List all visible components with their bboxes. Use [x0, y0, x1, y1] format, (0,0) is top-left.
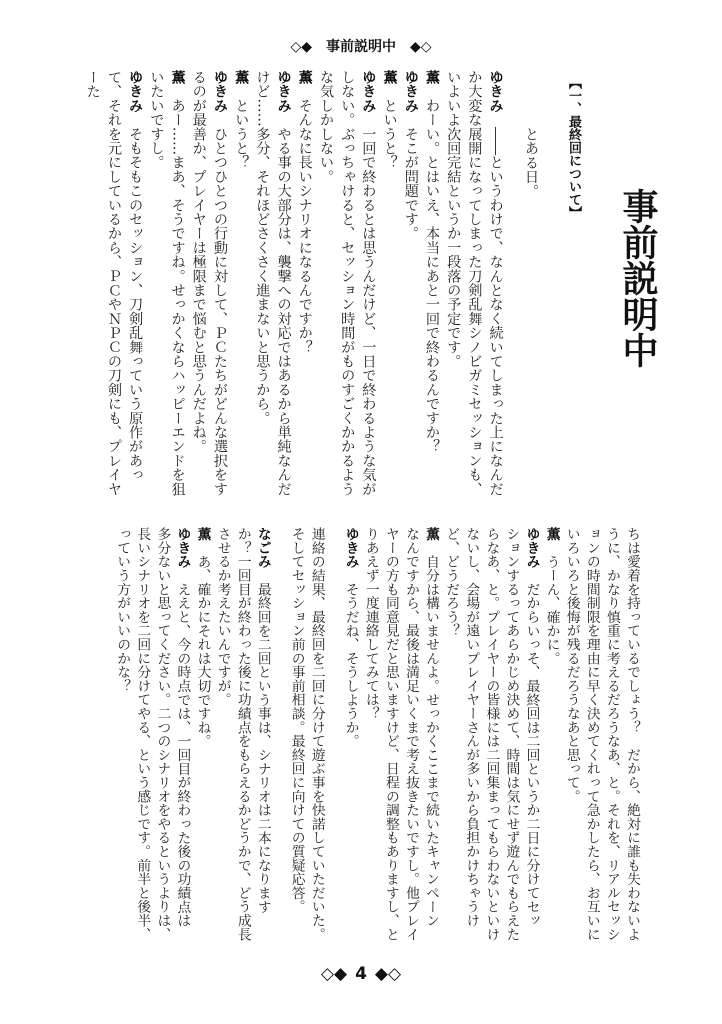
dialogue-line — [378, 70, 399, 496]
speaker-name: 薫 — [424, 70, 440, 85]
dialogue-text: というと？ — [233, 98, 250, 170]
speaker-name: 薫 — [423, 527, 440, 541]
header-ornament-right: ◆◇ — [410, 39, 432, 55]
speaker-name: ゆきみ — [487, 70, 504, 113]
speaker-name: ゆきみ — [523, 527, 540, 569]
dialogue-line — [251, 70, 293, 496]
dialogue-text: ひとつひとつの行動に対して、ＰＣたちがどんな選択をするのが最善か、プレイヤーは極限まで悩むと思うんだよね。 — [190, 70, 228, 497]
running-header — [0, 36, 722, 56]
header-ornament-left: ◇◆ — [290, 39, 312, 55]
header-title: 事前説明中 — [326, 39, 396, 55]
dialogue-text: あ、確かにそれは大切ですね。 — [194, 554, 211, 748]
speaker-name: なごみ — [254, 527, 271, 569]
dialogue-line — [421, 70, 442, 496]
dialogue-line — [294, 70, 315, 496]
speaker-name: ゆきみ — [360, 70, 377, 113]
top-text-block — [82, 70, 541, 496]
dialogue-line — [400, 70, 421, 496]
speaker-name: 薫 — [543, 527, 560, 541]
speaker-name: ゆきみ — [275, 70, 292, 113]
speaker-name: ゆきみ — [211, 70, 228, 113]
dialogue-line — [188, 70, 230, 496]
speaker-name: ゆきみ — [174, 527, 191, 569]
dialogue-line — [542, 527, 562, 941]
speaker-name: 薫 — [233, 70, 250, 85]
speaker-name: ゆきみ — [402, 70, 419, 113]
dialogue-line — [192, 527, 212, 941]
speaker-name: 薫 — [296, 70, 313, 85]
dialogue-line — [82, 70, 146, 496]
narration-text: とある日。 — [523, 126, 539, 198]
dialogue-line — [315, 70, 379, 496]
dialogue-text: 自分は構いませんよ。せっかくここまで続いたキャンペーンなんですから、最後は満足いくまで考え抜きたいですし。他プレイヤーの方も同意見だと思いますけど、日程の調整もありますし、とりあえず一度連絡してみては？ — [362, 527, 440, 941]
dialogue-text: ええと、今の時点では、一回目が終わった後の功績点は多分ないと思ってください。二つのシナリオをやるというよりは、長いシナリオを二回に分けてやる、という感じです。前半と後半、っていう方がいいのかな？ — [114, 527, 191, 941]
dialogue-text: うーん、確かに。 — [543, 554, 560, 666]
continued-dialogue-text: ちは愛着を持っているでしょう？ だから、絶対に誰も失わないように、かなり慎重に考えるだろうなあ、と。それを、リアルセッションの時間制限を理由に早く決めてくれって急かしたら、お互いにいろいろと後悔が残るだろうなあと思って。 — [563, 527, 640, 941]
dialogue-line — [442, 70, 506, 496]
dialogue-line — [213, 527, 273, 941]
dialogue-text: そもそもこのセッション、刀剣乱舞っていう原作があって、それを元にしているから、ＰＣやＮＰＣの刀剣にも、プレイヤーた — [84, 70, 144, 496]
dialogue-text: だからいっそ、最終回は二回というか二日に分けてセッションするってあらかじめ決めて、時間は気にせず遊んでもらえたらなあ、と。プレイヤーの皆様には二回集まってもらわないといけないし、会場が遠いプレイヤーさんが多いから負担かけちゃうけど、どうだろう？ — [443, 527, 540, 941]
paragraph-spacer — [327, 527, 341, 941]
speaker-name: ゆきみ — [127, 70, 144, 113]
dialogue-line — [361, 527, 441, 941]
speaker-name: 薫 — [381, 70, 398, 85]
dialogue-line — [341, 527, 361, 941]
footer-ornament-left: ◇◆ — [320, 964, 348, 984]
page-number: 4 — [355, 964, 367, 984]
bottom-text-block — [112, 527, 642, 941]
speaker-name: 薫 — [194, 527, 211, 541]
page-footer — [0, 964, 722, 984]
dialogue-line — [230, 70, 251, 496]
narration-text: 連絡の結果、最終回を二回に分けて遊ぶ事を快諾していただいた。 — [308, 527, 325, 941]
dialogue-text: 一回で終わるとは思うんだけど、一日で終わるような気がしない。ぶっちゃけると、セッション時間がものすごくかかるような気しかしない。 — [317, 70, 377, 497]
dialogue-text: というと？ — [381, 98, 398, 170]
chapter-title: 事前説明中 — [617, 188, 659, 368]
dialogue-text: そんなに長いシナリオになるんですか？ — [296, 98, 313, 355]
dialogue-line — [112, 527, 192, 941]
section-heading: 【一、最終回について】 — [566, 76, 581, 219]
dialogue-text: わーい。とはいえ、本当にあと一回で終わるんですか？ — [424, 98, 440, 454]
dialogue-text: 最終回を二回という事は、シナリオは二本になりますか？一回目が終わった後に功績点をもらえるかどうかで、どう成長させるか考えたいんですが。 — [214, 527, 271, 941]
dialogue-text: ――というわけで、なんとなく続いてしまった上になんだか大変な展開になってしまった刀剣乱舞シノビガミセッションも、いよいよ次回完結というか一段落の予定です。 — [445, 70, 504, 496]
dialogue-text: あー……まあ、そうですね。せっかくならハッピーエンドを狙いたいですし。 — [148, 70, 186, 496]
dialogue-text: そこが問題です。 — [402, 126, 419, 241]
dialogue-line — [441, 527, 541, 941]
speaker-name: ゆきみ — [342, 527, 359, 569]
dialogue-line — [145, 70, 187, 496]
speaker-name: 薫 — [169, 70, 186, 85]
paragraph-spacer — [273, 527, 287, 941]
dialogue-text: そうだね、そうしようか。 — [342, 582, 359, 748]
dialogue-text: やる事の大部分は、襲撃への対応ではあるから単純なんだけど……多分、それほどさくさく進まないと思うから。 — [254, 70, 292, 497]
footer-ornament-right: ◆◇ — [374, 964, 402, 984]
paragraph-spacer — [506, 70, 520, 496]
narration-text: そしてセッション前の事前相談。最終回に向けての質疑応答。 — [288, 527, 305, 914]
